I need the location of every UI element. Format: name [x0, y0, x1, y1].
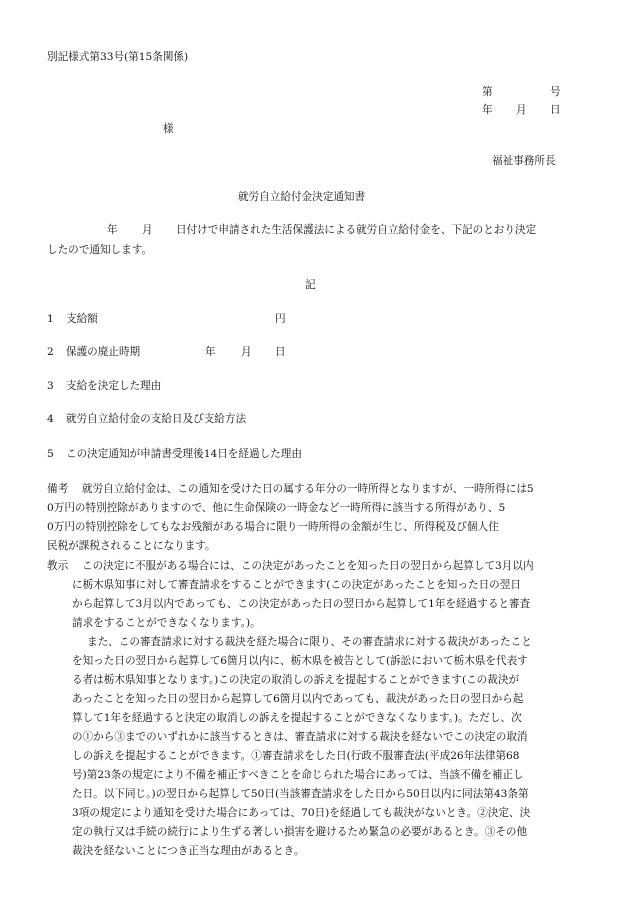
form-label: 別記様式第33号(第15条関係): [47, 51, 189, 63]
instruction-line: から起算して3月以内であっても、この決定があった日の翌日から起算して1年を経過すると審査: [72, 598, 531, 610]
item-2-day: 日: [275, 346, 286, 358]
item-5-number: 5: [47, 448, 54, 460]
item-2-year: 年: [205, 346, 216, 358]
intro-text: 日付けで申請された生活保護法による就労自立給付金を、下記のとおり決定: [176, 224, 537, 236]
note-line: 0万円の特別控除をしてもなお残額がある場合に限り一時所得の金額が生じ、所得税及び個人住: [47, 521, 499, 533]
item-4-number: 4: [47, 413, 54, 425]
instruction-line: しの訴えを提起することができます。①審査請求をした日(行政不服審査法(平成26年法律第68: [72, 750, 520, 762]
instruction-line: また、この審査請求に対する裁決を経た場合に限り、その審査請求に対する裁決があったこと: [87, 636, 532, 648]
item-4-label: 就労自立給付金の支給日及び支給方法: [66, 413, 247, 425]
instruction-line: この決定に不服がある場合には、この決定があったことを知った日の翌日から起算して3月以内: [82, 560, 534, 572]
instruction-line: 3項の規定により通知を受けた場合にあっては、70日)を経過しても裁決がないとき。②決定、決: [72, 807, 531, 819]
intro-text-line2: したので通知します。: [47, 244, 153, 256]
instruction-line: 号)第23条の規定により不備を補正すべきことを命じられた場合にあっては、当該不備を補正し: [72, 769, 524, 781]
instruction-line: 算して1年を経過すると決定の取消しの訴えを提起することができなくなります。)。ただし、次: [72, 712, 522, 724]
intro-year: 年: [107, 224, 118, 236]
instruction-line: 定の執行又は手続の続行により生ずる著しい損害を避けるため緊急の必要があるとき。③その他: [72, 826, 528, 838]
issue-date-year: 年: [482, 104, 493, 116]
addressee-suffix: 様: [163, 123, 174, 135]
ki-heading: 記: [305, 279, 316, 291]
item-2-month: 月: [241, 346, 252, 358]
item-2-number: 2: [47, 346, 54, 358]
instruction-line: の①から③までのいずれかに該当するときは、審査請求に対する裁決を経ないでこの決定の取消: [72, 731, 528, 743]
instruction-line: を知った日の翌日から起算して6箇月以内に、栃木県を被告として(訴訟において栃木県を代表す: [72, 655, 528, 667]
intro-month: 月: [142, 224, 153, 236]
item-1-number: 1: [47, 313, 54, 325]
instruction-label: 教示: [47, 560, 69, 572]
item-5-label: この決定通知が申請書受理後14日を経過した理由: [66, 448, 302, 460]
issuer-name: 福祉事務所長: [492, 155, 556, 167]
item-2-label: 保護の廃止時期: [66, 346, 141, 358]
note-line: 民税が課税されることになります。: [47, 540, 216, 552]
document-number-dai: 第: [482, 86, 493, 98]
item-3-number: 3: [47, 380, 54, 392]
item-1-label: 支給額: [66, 313, 98, 325]
item-3-label: 支給を決定した理由: [66, 380, 162, 392]
note-line: 就労自立給付金は、この通知を受けた日の属する年分の一時所得となりますが、一時所得には5: [82, 483, 534, 495]
document-title: 就労自立給付金決定通知書: [238, 191, 366, 203]
note-label: 備考: [47, 483, 69, 495]
instruction-line: 裁決を経ないことにつき正当な理由があるとき。: [72, 845, 305, 857]
document-number-go: 号: [550, 86, 561, 98]
instruction-line: 請求をすることができなくなります。)。: [72, 617, 261, 629]
instruction-line: に栃木県知事に対して審査請求をすることができます(この決定があったことを知った日の翌日: [72, 579, 521, 591]
issue-date-day: 日: [550, 104, 561, 116]
issue-date-month: 月: [516, 104, 527, 116]
note-line: 0万円の特別控除がありますので、他に生命保険の一時金など一時所得に該当する所得があり、5: [47, 502, 506, 514]
instruction-line: る者は栃木県知事となります。)この決定の取消しの訴えを提起することができます(この裁決が: [72, 674, 520, 686]
item-1-unit: 円: [275, 313, 286, 325]
instruction-line: あったことを知った日の翌日から起算して6箇月以内であっても、裁決があった日の翌日から起: [72, 693, 524, 705]
instruction-line: た日。以下同じ。)の翌日から起算して50日(当該審査請求をした日から50日以内に同法第43条第: [72, 788, 529, 800]
